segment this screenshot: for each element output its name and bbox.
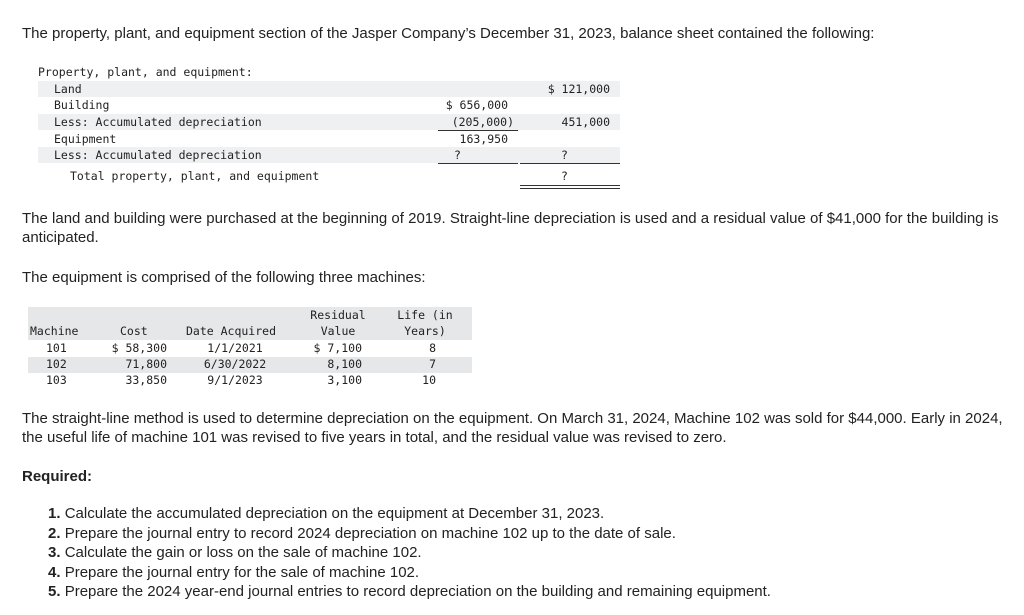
cell-date: 9/1/2023 [207, 373, 263, 387]
equipment-net-value: ? [561, 148, 568, 162]
equipment-accum-value: ? [454, 148, 461, 162]
total-label: Total property, plant, and equipment [70, 169, 320, 183]
list-item [48, 504, 771, 524]
item-number: 1. [48, 505, 61, 522]
item-number: 2. [48, 524, 61, 542]
cell-cost: 71,800 [125, 357, 167, 371]
cell-life: 8 [429, 341, 436, 355]
cell-residual: 3,100 [327, 373, 362, 387]
required-title: Required: [22, 468, 93, 485]
item-number: 5. [48, 583, 61, 600]
list-item [48, 543, 771, 563]
header-life-1: Life (in [397, 308, 453, 322]
cell-residual: $ 7,100 [313, 341, 362, 355]
header-date: Date Acquired [186, 324, 277, 338]
equipment-accum-label: Less: Accumulated depreciation [54, 148, 262, 162]
item-text: Prepare the 2024 year-end journal entries to record depreciation on the building and remaining equipment. [64, 583, 771, 600]
building-cost: $ 656,000 [445, 98, 508, 112]
subtotal-underline [520, 163, 620, 164]
total-double-underline-bottom [520, 188, 620, 189]
header-cost: Cost [120, 324, 148, 338]
list-item [48, 563, 771, 583]
building-net-value: 451,000 [561, 115, 610, 129]
header-residual-2: Value [320, 324, 356, 338]
required-list [48, 504, 771, 602]
header-residual-1: Residual [310, 308, 366, 322]
building-underline [438, 130, 518, 131]
cell-life: 10 [422, 373, 436, 387]
item-text: Calculate the gain or loss on the sale of machine 102. [64, 544, 422, 561]
item-text: Prepare the journal entry to record 2024 depreciation on machine 102 up to the date of sale. [64, 524, 676, 542]
land-label: Land [54, 82, 82, 96]
header-life-2: Years) [404, 324, 446, 338]
ppe-heading: Property, plant, and equipment: [38, 65, 253, 79]
list-item [48, 524, 771, 544]
equipment-cost: 163,950 [459, 132, 508, 146]
intro-paragraph: The property, plant, and equipment section of the Jasper Company’s December 31, 2023, balance sheet contained the following: [22, 25, 875, 42]
cell-machine: 102 [46, 357, 67, 371]
cell-cost: 33,850 [125, 373, 167, 387]
header-machine: Machine [30, 324, 79, 338]
item-text: Calculate the accumulated depreciation on the equipment at December 31, 2023. [64, 505, 605, 522]
building-accum-value: (205,000) [451, 115, 514, 129]
land-building-paragraph: The land and building were purchased at the beginning of 2019. Straight-line depreciation is used and a residual value of $41,000 for the building is anticipated. [22, 210, 999, 246]
equipment-label: Equipment [54, 132, 117, 146]
row-shade [38, 81, 620, 97]
total-double-underline-top [520, 185, 620, 186]
building-label: Building [54, 98, 110, 112]
item-number: 3. [48, 544, 61, 561]
item-number: 4. [48, 563, 61, 581]
equipment-underline [438, 163, 518, 164]
cell-date: 1/1/2021 [207, 341, 263, 355]
land-value: $ 121,000 [547, 82, 610, 96]
cell-machine: 103 [46, 373, 67, 387]
item-text: Prepare the journal entry for the sale of machine 102. [64, 563, 420, 581]
cell-machine: 101 [46, 341, 67, 355]
equipment-paragraph: The equipment is comprised of the following three machines: [22, 269, 426, 286]
total-value: ? [561, 169, 568, 183]
list-item [48, 582, 771, 602]
cell-life: 7 [429, 357, 436, 371]
straight-line-paragraph: The straight-line method is used to determine depreciation on the equipment. On March 31, 2024, Machine 102 was sold for $44,000. Early in 2024, the useful life of machine 101 was revised to five years in total, and the residual value was revised to zero. [22, 410, 1003, 446]
cell-residual: 8,100 [327, 357, 362, 371]
building-accum-label: Less: Accumulated depreciation [54, 115, 262, 129]
cell-date: 6/30/2022 [203, 357, 267, 371]
cell-cost: $ 58,300 [111, 341, 167, 355]
